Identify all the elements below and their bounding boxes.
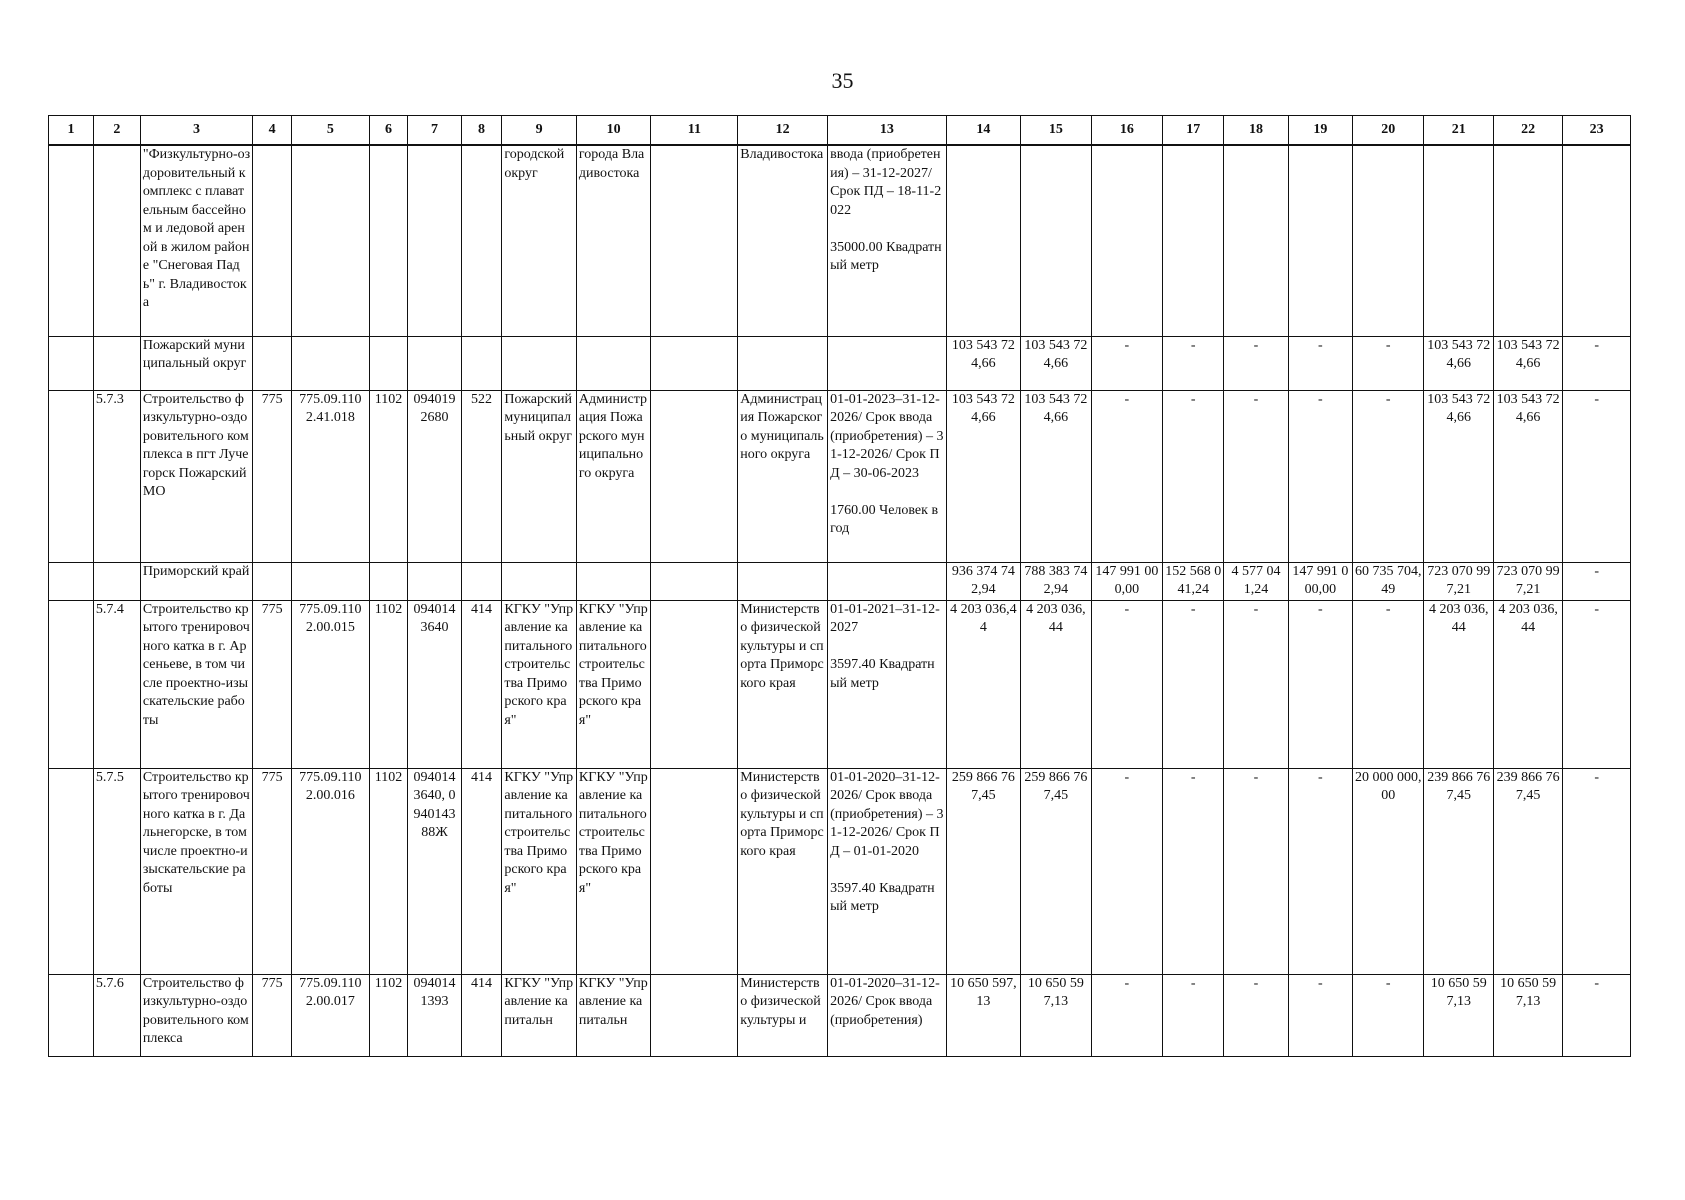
column-header-9: 9 bbox=[502, 116, 577, 146]
cell-col-5 bbox=[292, 562, 370, 600]
cell-col-20: 20 000 000,00 bbox=[1353, 768, 1424, 974]
cell-col-15: 10 650 597,13 bbox=[1021, 974, 1091, 1056]
cell-col-19: - bbox=[1288, 390, 1352, 562]
cell-col-12 bbox=[738, 336, 828, 390]
cell-col-13: 01-01-2020–31-12-2026/ Срок ввода (приобретения) bbox=[828, 974, 946, 1056]
cell-col-10: города Владивостока bbox=[576, 145, 651, 336]
cell-col-22: 10 650 597,13 bbox=[1493, 974, 1562, 1056]
cell-col-9: КГКУ "Управление капитального строительства Приморского края" bbox=[502, 768, 577, 974]
cell-col-13 bbox=[828, 562, 946, 600]
cell-col-22: 239 866 767,45 bbox=[1493, 768, 1562, 974]
cell-col-21: 10 650 597,13 bbox=[1424, 974, 1493, 1056]
cell-col-9 bbox=[502, 336, 577, 390]
cell-col-12: Министерство физической культуры и bbox=[738, 974, 828, 1056]
column-header-12: 12 bbox=[738, 116, 828, 146]
column-header-14: 14 bbox=[946, 116, 1021, 146]
cell-col-11 bbox=[651, 390, 738, 562]
table-row bbox=[49, 600, 1631, 768]
column-header-23: 23 bbox=[1563, 116, 1631, 146]
cell-col-6: 1102 bbox=[369, 974, 408, 1056]
cell-col-7 bbox=[408, 336, 461, 390]
cell-col-10: КГКУ "Управление капитальн bbox=[576, 974, 651, 1056]
cell-col-1 bbox=[49, 336, 94, 390]
column-header-21: 21 bbox=[1424, 116, 1493, 146]
cell-col-19 bbox=[1288, 145, 1352, 336]
table-row bbox=[49, 768, 1631, 974]
column-header-20: 20 bbox=[1353, 116, 1424, 146]
cell-col-22: 103 543 724,66 bbox=[1493, 336, 1562, 390]
cell-col-22: 103 543 724,66 bbox=[1493, 390, 1562, 562]
cell-col-4 bbox=[253, 145, 292, 336]
cell-col-15: 259 866 767,45 bbox=[1021, 768, 1091, 974]
cell-col-11 bbox=[651, 336, 738, 390]
cell-col-20: 60 735 704,49 bbox=[1353, 562, 1424, 600]
cell-col-3: Строительство крытого тренировочного катка в г. Арсеньеве, в том числе проектно-изыскательские работы bbox=[140, 600, 252, 768]
cell-col-6 bbox=[369, 336, 408, 390]
budget-table bbox=[48, 115, 1631, 1057]
cell-col-1 bbox=[49, 974, 94, 1056]
cell-col-13: 01-01-2023–31-12-2026/ Срок ввода (приобретения) – 31-12-2026/ Срок ПД – 30-06-2023 1760.00 Человек в год bbox=[828, 390, 946, 562]
cell-col-22: 723 070 997,21 bbox=[1493, 562, 1562, 600]
cell-col-8: 522 bbox=[461, 390, 502, 562]
cell-col-4 bbox=[253, 336, 292, 390]
cell-col-4: 775 bbox=[253, 600, 292, 768]
table-row bbox=[49, 145, 1631, 336]
cell-col-15: 103 543 724,66 bbox=[1021, 390, 1091, 562]
cell-col-10: КГКУ "Управление капитального строительства Приморского края" bbox=[576, 768, 651, 974]
cell-col-19: - bbox=[1288, 600, 1352, 768]
cell-col-18: 4 577 041,24 bbox=[1224, 562, 1288, 600]
cell-col-8 bbox=[461, 562, 502, 600]
cell-col-1 bbox=[49, 768, 94, 974]
cell-col-11 bbox=[651, 768, 738, 974]
cell-col-23: - bbox=[1563, 336, 1631, 390]
cell-col-3: Приморский край bbox=[140, 562, 252, 600]
cell-col-16 bbox=[1091, 145, 1162, 336]
cell-col-12: Владивостока bbox=[738, 145, 828, 336]
column-number-row bbox=[49, 116, 1631, 146]
column-header-16: 16 bbox=[1091, 116, 1162, 146]
cell-col-2: 5.7.6 bbox=[93, 974, 140, 1056]
cell-col-8 bbox=[461, 336, 502, 390]
cell-col-20: - bbox=[1353, 974, 1424, 1056]
cell-col-18: - bbox=[1224, 336, 1288, 390]
column-header-11: 11 bbox=[651, 116, 738, 146]
cell-col-14: 103 543 724,66 bbox=[946, 336, 1021, 390]
table-row bbox=[49, 336, 1631, 390]
cell-col-2 bbox=[93, 562, 140, 600]
cell-col-18: - bbox=[1224, 390, 1288, 562]
page-number: 35 bbox=[831, 68, 854, 93]
cell-col-20: - bbox=[1353, 600, 1424, 768]
cell-col-14: 936 374 742,94 bbox=[946, 562, 1021, 600]
cell-col-20: - bbox=[1353, 336, 1424, 390]
cell-col-14: 4 203 036,44 bbox=[946, 600, 1021, 768]
cell-col-14: 259 866 767,45 bbox=[946, 768, 1021, 974]
cell-col-23: - bbox=[1563, 600, 1631, 768]
cell-col-8 bbox=[461, 145, 502, 336]
column-header-6: 6 bbox=[369, 116, 408, 146]
cell-col-12 bbox=[738, 562, 828, 600]
cell-col-17 bbox=[1163, 145, 1224, 336]
cell-col-6 bbox=[369, 562, 408, 600]
cell-col-19: 147 991 000,00 bbox=[1288, 562, 1352, 600]
cell-col-16: 147 991 000,00 bbox=[1091, 562, 1162, 600]
cell-col-3: Строительство физкультурно-оздоровительного комплекса в пгт Лучегорск Пожарский МО bbox=[140, 390, 252, 562]
cell-col-8: 414 bbox=[461, 974, 502, 1056]
cell-col-10 bbox=[576, 336, 651, 390]
cell-col-17: 152 568 041,24 bbox=[1163, 562, 1224, 600]
cell-col-11 bbox=[651, 562, 738, 600]
cell-col-5: 775.09.1102.00.017 bbox=[292, 974, 370, 1056]
cell-col-23 bbox=[1563, 145, 1631, 336]
cell-col-16: - bbox=[1091, 974, 1162, 1056]
cell-col-1 bbox=[49, 145, 94, 336]
cell-col-13: ввода (приобретения) – 31-12-2027/ Срок ПД – 18-11-2022 35000.00 Квадратный метр bbox=[828, 145, 946, 336]
cell-col-5: 775.09.1102.00.015 bbox=[292, 600, 370, 768]
cell-col-19: - bbox=[1288, 974, 1352, 1056]
cell-col-21: 723 070 997,21 bbox=[1424, 562, 1493, 600]
cell-col-10: КГКУ "Управление капитального строительства Приморского края" bbox=[576, 600, 651, 768]
cell-col-18: - bbox=[1224, 768, 1288, 974]
cell-col-13: 01-01-2021–31-12-2027 3597.40 Квадратный метр bbox=[828, 600, 946, 768]
cell-col-20 bbox=[1353, 145, 1424, 336]
column-header-4: 4 bbox=[253, 116, 292, 146]
cell-col-17: - bbox=[1163, 768, 1224, 974]
cell-col-17: - bbox=[1163, 600, 1224, 768]
table-row bbox=[49, 562, 1631, 600]
cell-col-2: 5.7.3 bbox=[93, 390, 140, 562]
cell-col-3: Строительство физкультурно-оздоровительного комплекса bbox=[140, 974, 252, 1056]
cell-col-5: 775.09.1102.00.016 bbox=[292, 768, 370, 974]
cell-col-15: 103 543 724,66 bbox=[1021, 336, 1091, 390]
cell-col-23: - bbox=[1563, 390, 1631, 562]
cell-col-2 bbox=[93, 336, 140, 390]
cell-col-1 bbox=[49, 600, 94, 768]
cell-col-11 bbox=[651, 145, 738, 336]
cell-col-14: 103 543 724,66 bbox=[946, 390, 1021, 562]
column-header-15: 15 bbox=[1021, 116, 1091, 146]
cell-col-18 bbox=[1224, 145, 1288, 336]
cell-col-7: 0940143640 bbox=[408, 600, 461, 768]
cell-col-2: 5.7.5 bbox=[93, 768, 140, 974]
cell-col-3: Строительство крытого тренировочного катка в г. Дальнегорске, в том числе проектно-изыскательские работы bbox=[140, 768, 252, 974]
cell-col-6 bbox=[369, 145, 408, 336]
table-row bbox=[49, 974, 1631, 1056]
cell-col-23: - bbox=[1563, 562, 1631, 600]
cell-col-23: - bbox=[1563, 768, 1631, 974]
cell-col-1 bbox=[49, 390, 94, 562]
cell-col-20: - bbox=[1353, 390, 1424, 562]
cell-col-4 bbox=[253, 562, 292, 600]
cell-col-9: КГКУ "Управление капитального строительства Приморского края" bbox=[502, 600, 577, 768]
cell-col-4: 775 bbox=[253, 390, 292, 562]
cell-col-15 bbox=[1021, 145, 1091, 336]
cell-col-8: 414 bbox=[461, 600, 502, 768]
column-header-19: 19 bbox=[1288, 116, 1352, 146]
cell-col-14: 10 650 597,13 bbox=[946, 974, 1021, 1056]
cell-col-8: 414 bbox=[461, 768, 502, 974]
table-body bbox=[49, 145, 1631, 1056]
column-header-10: 10 bbox=[576, 116, 651, 146]
cell-col-3: Пожарский муниципальный округ bbox=[140, 336, 252, 390]
cell-col-10: Администрация Пожарского муниципального округа bbox=[576, 390, 651, 562]
cell-col-12: Министерство физической культуры и спорта Приморского края bbox=[738, 600, 828, 768]
cell-col-5: 775.09.1102.41.018 bbox=[292, 390, 370, 562]
column-header-3: 3 bbox=[140, 116, 252, 146]
cell-col-2: 5.7.4 bbox=[93, 600, 140, 768]
cell-col-16: - bbox=[1091, 768, 1162, 974]
cell-col-13: 01-01-2020–31-12-2026/ Срок ввода (приобретения) – 31-12-2026/ Срок ПД – 01-01-2020 3597.40 Квадратный метр bbox=[828, 768, 946, 974]
cell-col-1 bbox=[49, 562, 94, 600]
cell-col-9: Пожарский муниципальный округ bbox=[502, 390, 577, 562]
column-header-5: 5 bbox=[292, 116, 370, 146]
cell-col-9 bbox=[502, 562, 577, 600]
cell-col-21: 239 866 767,45 bbox=[1424, 768, 1493, 974]
cell-col-4: 775 bbox=[253, 768, 292, 974]
table-row bbox=[49, 390, 1631, 562]
cell-col-10 bbox=[576, 562, 651, 600]
cell-col-5 bbox=[292, 336, 370, 390]
cell-col-6: 1102 bbox=[369, 390, 408, 562]
cell-col-7 bbox=[408, 562, 461, 600]
cell-col-22 bbox=[1493, 145, 1562, 336]
column-header-7: 7 bbox=[408, 116, 461, 146]
cell-col-3: "Физкультурно-оздоровительный комплекс с плавательным бассейном и ледовой ареной в жилом районе "Снеговая Падь" г. Владивостока bbox=[140, 145, 252, 336]
cell-col-19: - bbox=[1288, 336, 1352, 390]
cell-col-15: 4 203 036,44 bbox=[1021, 600, 1091, 768]
cell-col-17: - bbox=[1163, 974, 1224, 1056]
column-header-17: 17 bbox=[1163, 116, 1224, 146]
cell-col-21: 4 203 036,44 bbox=[1424, 600, 1493, 768]
cell-col-9: КГКУ "Управление капитальн bbox=[502, 974, 577, 1056]
cell-col-17: - bbox=[1163, 336, 1224, 390]
cell-col-12: Администрация Пожарского муниципального округа bbox=[738, 390, 828, 562]
cell-col-13 bbox=[828, 336, 946, 390]
cell-col-19: - bbox=[1288, 768, 1352, 974]
cell-col-21: 103 543 724,66 bbox=[1424, 336, 1493, 390]
cell-col-22: 4 203 036,44 bbox=[1493, 600, 1562, 768]
column-header-1: 1 bbox=[49, 116, 94, 146]
cell-col-7: 0940143640, 094014388Ж bbox=[408, 768, 461, 974]
cell-col-5 bbox=[292, 145, 370, 336]
cell-col-4: 775 bbox=[253, 974, 292, 1056]
cell-col-14 bbox=[946, 145, 1021, 336]
cell-col-2 bbox=[93, 145, 140, 336]
cell-col-7 bbox=[408, 145, 461, 336]
cell-col-16: - bbox=[1091, 600, 1162, 768]
cell-col-7: 0940141393 bbox=[408, 974, 461, 1056]
column-header-22: 22 bbox=[1493, 116, 1562, 146]
cell-col-11 bbox=[651, 974, 738, 1056]
cell-col-21: 103 543 724,66 bbox=[1424, 390, 1493, 562]
cell-col-6: 1102 bbox=[369, 600, 408, 768]
cell-col-12: Министерство физической культуры и спорта Приморского края bbox=[738, 768, 828, 974]
cell-col-9: городской округ bbox=[502, 145, 577, 336]
column-header-13: 13 bbox=[828, 116, 946, 146]
cell-col-23: - bbox=[1563, 974, 1631, 1056]
cell-col-21 bbox=[1424, 145, 1493, 336]
cell-col-7: 0940192680 bbox=[408, 390, 461, 562]
cell-col-11 bbox=[651, 600, 738, 768]
cell-col-16: - bbox=[1091, 336, 1162, 390]
cell-col-17: - bbox=[1163, 390, 1224, 562]
column-header-18: 18 bbox=[1224, 116, 1288, 146]
cell-col-6: 1102 bbox=[369, 768, 408, 974]
cell-col-15: 788 383 742,94 bbox=[1021, 562, 1091, 600]
cell-col-18: - bbox=[1224, 600, 1288, 768]
cell-col-18: - bbox=[1224, 974, 1288, 1056]
column-header-2: 2 bbox=[93, 116, 140, 146]
column-header-8: 8 bbox=[461, 116, 502, 146]
cell-col-16: - bbox=[1091, 390, 1162, 562]
